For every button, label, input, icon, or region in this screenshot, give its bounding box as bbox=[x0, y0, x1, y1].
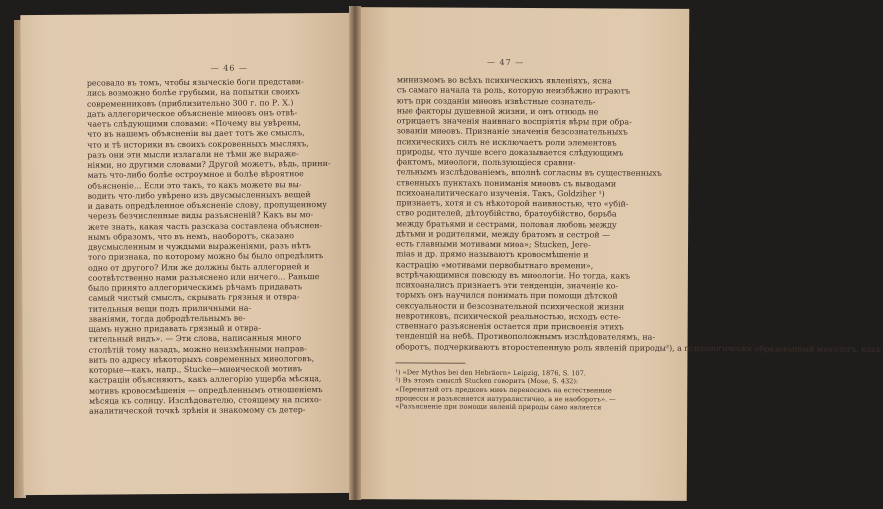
text-line: сексуальности и безсознательной психической жизни bbox=[395, 300, 625, 312]
text-line: и давать опредѣленное объясненіе слову, пропущенному bbox=[87, 200, 327, 211]
text-line: тительный видъ». — Эти слова, написанныя много bbox=[88, 333, 302, 344]
text-line: вить по адресу нѣкоторыхъ современных миѳологовъ, bbox=[88, 353, 315, 365]
text-line: ресовало въ томъ, чтобы языческіе боги представи- bbox=[86, 77, 304, 88]
footnote-line: ²) Въ этомъ смыслѣ Stucken говоритъ (Mose, S. 432): bbox=[395, 376, 579, 386]
text-line: нымъ образомъ, что въ немъ, наоборотъ, сказано bbox=[87, 231, 295, 242]
right-page bbox=[355, 7, 881, 501]
text-line: кастраціи объясняютъ, какъ аллегорію ущерба мѣсяца, bbox=[88, 374, 322, 385]
footnote-divider bbox=[395, 362, 465, 363]
text-line: невротиковъ, психической реальностью, исходъ есте- bbox=[395, 311, 621, 322]
text-line: ніями, но другими словами? Другой можетъ, вѣдь, прини- bbox=[87, 159, 331, 170]
text-line: двусмысленным и чуждыми выраженіями, разъ нѣтъ bbox=[87, 241, 311, 252]
text-line: жете знать, какая часть разсказа составлена объяснен- bbox=[87, 220, 323, 232]
text-line: оборотъ, подчеркиваютъ второстепенную роль явленій природы²), а психологически образованный миѳологъ, какъ bbox=[395, 341, 881, 354]
text-line: дать аллегорическое объясненіе миѳовъ онъ отвѣ- bbox=[86, 107, 298, 119]
text-line: фактомъ, миѳологи, пользующіеся сравни- bbox=[396, 157, 576, 168]
text-line: водить что-либо увѣрено изъ двусмысленныхъ вещей bbox=[87, 189, 311, 201]
text-line: объясненіе... Если это такъ, то какъ можете вы вы- bbox=[87, 179, 302, 191]
text-line: ственнаго разъясненія остается при присвоенія этихъ bbox=[395, 321, 624, 332]
text-line: мѣсяца къ солнцу. Изслѣдователю, стоящему на психо- bbox=[88, 394, 322, 406]
text-line: минизмомъ во всѣхъ психическихъ явленіяхъ, ясна bbox=[396, 75, 612, 86]
text-line: тельнымъ изслѣдованіемъ, вполнѣ согласны въ существенныхъ bbox=[396, 167, 662, 178]
text-line: тительныя вещи подъ приличными на- bbox=[88, 303, 252, 314]
text-line: что въ нашемъ объясненіи вы дает тотъ же смыслъ, bbox=[87, 128, 305, 139]
text-line: психоаналисъ признаетъ эти тенденціи, значеніе ко- bbox=[395, 280, 619, 291]
text-line: дѣтьми и родителями, между братомъ и сестрой — bbox=[396, 229, 610, 240]
text-line: признаетъ, хотя и съ нѣкоторой наивностью, что «убій- bbox=[396, 198, 629, 209]
text-line: кастрацію «мотивами первобытнаго времени», bbox=[395, 259, 594, 270]
book-gutter bbox=[349, 6, 361, 500]
text-line: отрицаетъ значенія наивнаго воспріятія вѣры при обра- bbox=[396, 116, 632, 127]
text-line: черезъ безчисленные виды разъясненій? Какъ вы мо- bbox=[87, 210, 314, 221]
footnotes bbox=[395, 368, 667, 412]
text-line: ственныхъ пунктахъ пониманія миѳовъ съ выводами bbox=[396, 177, 617, 188]
right-page-text bbox=[395, 75, 881, 354]
text-line: современниковъ (приблизительно 300 г. по Р. Х.) bbox=[86, 97, 294, 109]
text-line: что и тѣ историки въ своихъ сокровенныхъ мысляхъ, bbox=[87, 138, 309, 150]
text-line: того признака, по которому можно бы было опредѣлить bbox=[87, 251, 324, 262]
text-line: зованіи миѳовъ. Признаніе значенія безсознательныхъ bbox=[396, 126, 628, 137]
text-line: которые—какъ, напр., Stucke—миѳической мотивъ bbox=[88, 364, 303, 375]
footnote-line: «Разъясненіе при помощи явленій природы само является bbox=[395, 402, 602, 412]
text-line: лись возможно болѣе грубыми, на попытки своихъ bbox=[86, 87, 300, 98]
text-line: mias и др. прямо называютъ кровосмѣшеніе и bbox=[395, 249, 589, 260]
text-line: тенденцій на небѣ. Противоположнымъ изслѣдователямъ, на- bbox=[395, 331, 656, 342]
footnote-line: процессы и разъясняется натуралистично, а не наоборотъ». — bbox=[395, 393, 616, 404]
text-line: чаетъ слѣдующими словами: «Почему вы увѣрены, bbox=[87, 118, 302, 129]
left-page bbox=[20, 13, 355, 495]
left-page-text bbox=[87, 77, 337, 417]
text-line: щамъ нужно придавать грязный и отвра- bbox=[88, 323, 261, 334]
text-line: ство родителей, дѣтоубійство, братоубійство, борьба bbox=[396, 208, 617, 219]
text-line: психоаналитическаго изученія. Такъ, Goldziher ¹) bbox=[396, 188, 605, 199]
text-line: ные факторы душевной жизни, и онъ отнюдь не bbox=[396, 106, 599, 117]
text-line: торыхъ онъ научился понимать при помощи дѣтской bbox=[395, 290, 618, 301]
text-line: психическихъ силъ не исключаетъ роли элементовъ bbox=[396, 136, 617, 147]
text-line: встрѣчающимися повсюду въ миѳологіи. Но тогда, какъ bbox=[395, 270, 631, 281]
text-line: между братьями и сестрами, половая любовь между bbox=[396, 218, 617, 229]
text-line: природы, что лучше всего доказывается слѣдующимъ bbox=[396, 147, 624, 158]
text-line: одно от другого? Или же должны быть аллегорией и bbox=[88, 261, 310, 273]
text-line: ютъ при созданіи миѳовъ извѣстные сознатель- bbox=[396, 95, 596, 106]
text-line: аналитической точкѣ зрѣнія и знакомому съ детер- bbox=[89, 405, 306, 416]
text-line: званіями, тогда добродѣтельнымъ ве- bbox=[88, 313, 246, 324]
text-line: мотивъ кровосмѣшенія — опредѣленнымъ отношеніемъ bbox=[88, 384, 323, 396]
text-line: разъ они эти мысли излагали не тѣми же выраже- bbox=[87, 148, 299, 160]
text-line: соотвѣтственно нами разъяснено или ничего... Раньше bbox=[88, 271, 320, 283]
text-line: есть главными мотивами миѳа»; Stucken, Jere- bbox=[396, 239, 591, 250]
left-page-number: — 46 — bbox=[210, 63, 249, 73]
text-line: съ самаго начала та роль, которую неизбѣжно играютъ bbox=[396, 85, 631, 96]
text-line: самый чистый смыслъ, скрывать грязныя и отвра- bbox=[88, 292, 300, 303]
right-page-number: — 47 — bbox=[486, 57, 525, 68]
text-line: мать что-либо болѣе остроумное и болѣе вѣроятное bbox=[87, 169, 304, 180]
footnote-line: «Перенятый отъ предковъ миѳъ переносимъ на естественные bbox=[395, 385, 612, 395]
footnote-line: ¹) «Der Mythos bei den Hebräern» Leipzig, 1876, S. 107. bbox=[395, 368, 586, 378]
text-line: столѣтій тому назадъ, можно неизмѣнными направ- bbox=[88, 343, 307, 355]
text-line: было принято аллегорическимъ рѣчамъ придавать bbox=[88, 282, 303, 293]
